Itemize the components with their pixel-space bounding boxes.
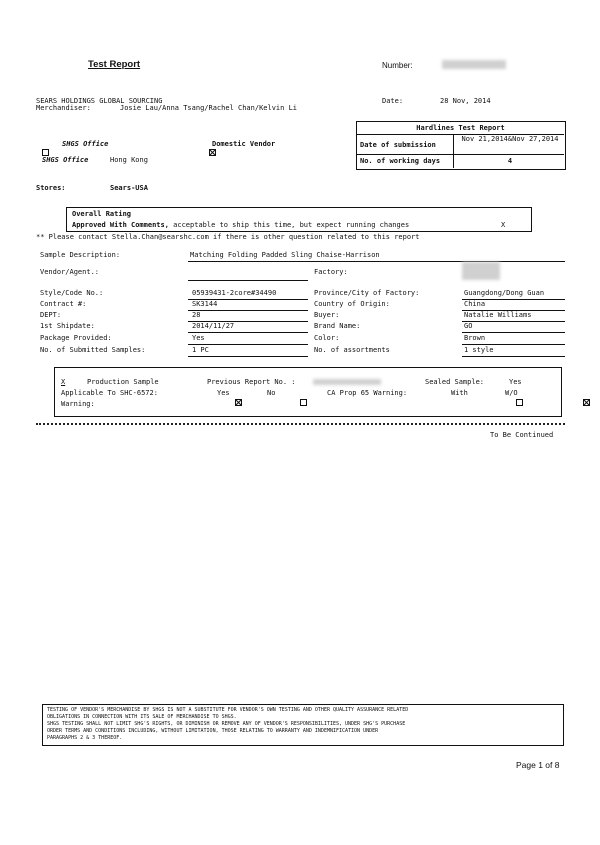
contract-value: SK3144: [192, 300, 218, 308]
redacted-number: [442, 60, 506, 69]
contact-note: ** Please contact Stella.Chan@searshc.com if there is other question related to this report: [36, 233, 420, 241]
merchandiser-value: Josie Lau/Anna Tsang/Rachel Chan/Kelvin Li: [120, 104, 298, 112]
separator: [36, 423, 565, 425]
submission-label: Date of submission: [360, 141, 436, 149]
rating-approved: Approved With Comments,: [72, 221, 169, 229]
previous-report-label: Previous Report No. :: [207, 378, 296, 386]
stores-label: Stores:: [36, 184, 66, 192]
factory-label: Factory:: [314, 268, 348, 276]
overall-rating-title: Overall Rating: [72, 210, 132, 218]
shgs-office-value: Hong Kong: [110, 156, 148, 164]
brand-value: GO: [464, 322, 473, 330]
rating-mark: X: [501, 221, 506, 229]
sealed-sample-label: Sealed Sample:: [425, 378, 485, 386]
assortments-label: No. of assortments: [314, 346, 390, 354]
ca-wo-checkbox[interactable]: [583, 399, 590, 406]
vendor-label: Vendor/Agent.:: [40, 268, 100, 276]
redacted-factory: [462, 262, 500, 280]
submission-value: Nov 21,2014&Nov 27,2014: [461, 135, 559, 143]
style-value: 05939431-2core#34490: [192, 289, 277, 297]
dept-label: DEPT:: [40, 311, 62, 319]
applicable-no-label: No: [267, 389, 276, 397]
applicable-yes-checkbox[interactable]: [235, 399, 242, 406]
domestic-vendor-label: Domestic Vendor: [212, 140, 276, 148]
buyer-value: Natalie Williams: [464, 311, 532, 319]
ca-with-label: With: [451, 389, 468, 397]
working-days-value: 4: [507, 157, 513, 165]
continued-text: To Be Continued: [490, 431, 554, 439]
samples-label: No. of Submitted Samples:: [40, 346, 146, 354]
disclaimer-box: [42, 704, 564, 746]
disclaimer-line-5: PARAGRAPHS 2 & 3 THEREOF.: [47, 735, 123, 741]
redacted-previous-report: [313, 379, 381, 385]
production-mark: X: [61, 378, 66, 386]
samples-value: 1 PC: [192, 346, 209, 354]
color-value: Brown: [464, 334, 486, 342]
applicable-label: Applicable To SHC-6572:: [61, 389, 158, 397]
rating-detail: acceptable to ship this time, but expect running changes: [168, 221, 410, 229]
province-label: Province/City of Factory:: [314, 289, 420, 297]
domestic-vendor-checkbox[interactable]: [209, 149, 216, 156]
package-value: Yes: [192, 334, 205, 342]
sample-description-value: Matching Folding Padded Sling Chaise-Harrison: [190, 251, 380, 259]
date-label: Date:: [382, 97, 404, 105]
province-value: Guangdong/Dong Guan: [464, 289, 545, 297]
sealed-sample-value: Yes: [509, 378, 522, 386]
number-label: Number:: [382, 61, 413, 70]
disclaimer-line-2: OBLIGATIONS IN CONNECTION WITH ITS SALE OF MERCHANDISE TO SHGS.: [47, 714, 237, 720]
color-label: Color:: [314, 334, 340, 342]
sample-description-label: Sample Description:: [40, 251, 121, 259]
production-box: [54, 367, 562, 417]
assortments-value: 1 style: [464, 346, 494, 354]
applicable-no-checkbox[interactable]: [300, 399, 307, 406]
warning-label: Warning:: [61, 400, 95, 408]
date-value: 28 Nov, 2014: [440, 97, 491, 105]
package-label: Package Provided:: [40, 334, 112, 342]
shipdate-value: 2014/11/27: [192, 322, 235, 330]
country-label: Country of Origin:: [314, 300, 390, 308]
shgs-office-checkbox[interactable]: [42, 149, 49, 156]
brand-label: Brand Name:: [314, 322, 361, 330]
contract-label: Contract #:: [40, 300, 87, 308]
report-title: Test Report: [88, 59, 141, 70]
disclaimer-line-1: TESTING OF VENDOR'S MERCHANDISE BY SHGS IS NOT A SUBSTITUTE FOR VENDOR'S OWN TESTING AND OTHER QUALITY ASSURANCE RELATED: [47, 707, 409, 713]
dept-value: 28: [192, 311, 201, 319]
hardlines-box: [356, 121, 566, 170]
style-label: Style/Code No.:: [40, 289, 104, 297]
shgs-office-field-label: SHGS Office: [42, 156, 89, 164]
stores-value: Sears-USA: [110, 184, 148, 192]
ca-wo-label: W/O: [505, 389, 518, 397]
company-name: SEARS HOLDINGS GLOBAL SOURCING: [36, 97, 163, 105]
working-days-label: No. of working days: [360, 157, 441, 165]
rating-text: [72, 221, 409, 230]
ca-prop-label: CA Prop 65 Warning:: [327, 389, 408, 397]
disclaimer-line-3: SHGS TESTING SHALL NOT LIMIT SHG'S RIGHTS, OR DIMINISH OR REMOVE ANY OF VENDOR'S RESPONSIBILITIES, UNDER SHG'S PURCHASE: [47, 721, 406, 727]
buyer-label: Buyer:: [314, 311, 340, 319]
shgs-office-label: SHGS Office: [62, 140, 109, 148]
hardlines-title: Hardlines Test Report: [416, 124, 505, 132]
country-value: China: [464, 300, 486, 308]
applicable-yes-label: Yes: [217, 389, 230, 397]
shipdate-label: 1st Shipdate:: [40, 322, 95, 330]
overall-rating-box: [66, 207, 532, 232]
disclaimer-line-4: ORDER TERMS AND CONDITIONS INCLUDING, WITHOUT LIMITATION, THOSE RELATING TO WARRANTY AND INDEMNIFICATION UNDER: [47, 728, 379, 734]
production-sample-label: Production Sample: [87, 378, 159, 386]
merchandiser-label: Merchandiser:: [36, 104, 91, 112]
ca-with-checkbox[interactable]: [516, 399, 523, 406]
page-number: Page 1 of 8: [516, 760, 560, 770]
